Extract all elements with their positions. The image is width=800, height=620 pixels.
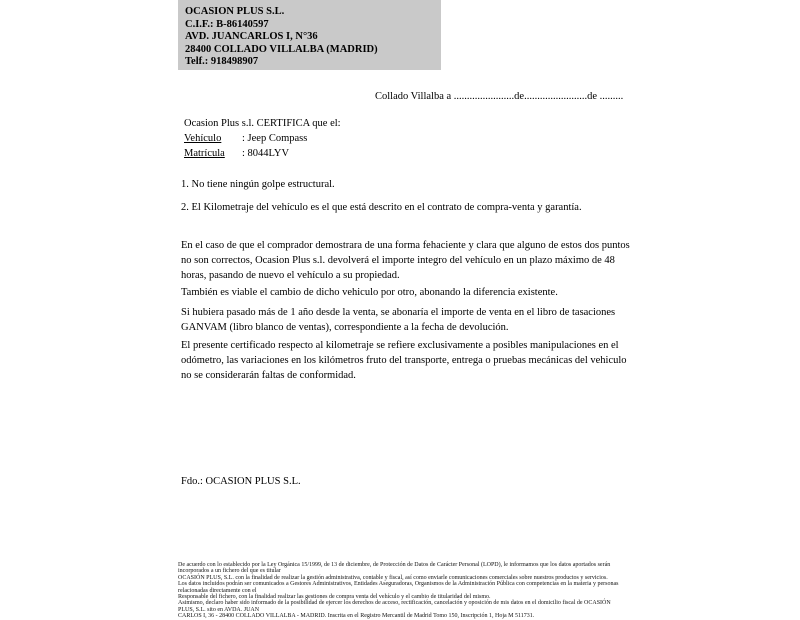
legal-line: CARLOS I, 36 - 28400 COLLADO VILLALBA - MADRID. Inscrita en el Registro Mercantil de Madrid Tomo 150, Inscripción 1, Hoja M 511731.	[178, 613, 535, 620]
vehicle-value: : Jeep Compass	[242, 133, 308, 144]
company-address: AVD. JUANCARLOS I, N°36	[185, 31, 318, 43]
signature-line: Fdo.: OCASION PLUS S.L.	[181, 476, 301, 487]
plate-row	[184, 146, 341, 161]
legal-line: OCASIÓN PLUS, S.L. con la finalidad de realizar la gestión administrativa, contable y fiscal, así como enviarle comunicaciones comerciales sobre nuestros productos y servicios.	[178, 574, 608, 581]
legal-line: Asimismo, declaro haber sido informado de la posibilidad de ejercer los derechos de acceso, rectificación, cancelación y oposición de mis datos en el domicilio fiscal de OCASIÓN PLUS, S.L. sito en AVDA. JUAN	[178, 600, 611, 613]
paragraph-odometer: El presente certificado respecto al kilometraje se refiere exclusivamente a posibles manipulaciones en el odómetro, las variaciones en los kilómetros fruto del transporte, entrega o pruebas mecánicas del vehiculo no se considerarán faltas de conformidad.	[181, 340, 627, 381]
company-city: 28400 COLLADO VILLALBA (MADRID)	[185, 43, 378, 55]
company-cif: C.I.F.: B-86140597	[185, 18, 269, 30]
date-line: Collado Villalba a .......................de........................de .........	[375, 91, 624, 102]
legal-line: Responsable del fichero, con la finalidad realizar las gestiones de compra venta del vehículo y el cambio de titularidad del mismo.	[178, 594, 491, 601]
paragraph-refund: En el caso de que el comprador demostrara de una forma fehaciente y clara que alguno de estos dos puntos no son correctos, Ocasion Plus s.l. devolverá el importe integro del vehículo en un plazo máximo de 48 horas, pasando de nuevo el vehículo a su propiedad.	[181, 240, 630, 281]
certification-block	[184, 116, 341, 161]
point-2: 2. El Kilometraje del vehículo es el que está descrito en el contrato de compra-venta y garantía.	[181, 202, 582, 213]
legal-line: De acuerdo con lo establecido por la Ley Orgánica 15/1999, de 13 de diciembre, de Protección de Datos de Carácter Personal (LOPD), le informamos que los datos aportados serán incorporados a un fichero del que es titular	[178, 562, 611, 575]
letterhead	[178, 0, 441, 70]
plate-value: : 8044LYV	[242, 148, 290, 159]
legal-line: Los datos incluidos podrán ser comunicados a Gestores Administrativos, Entidades Aseguradoras, Organismos de la Administración Pública con competencias en la materia y personas relacionadas directamente con el	[178, 581, 619, 594]
company-phone: Telf.: 918498907	[185, 56, 259, 68]
certifies-line: Ocasion Plus s.l. CERTIFICA que el:	[184, 118, 341, 129]
paragraph-ganvam: Si hubiera pasado más de 1 año desde la venta, se abonaría el importe de venta en el libro de tasaciones GANVAM (libro blanco de ventas), correspondiente a la fecha de devolución.	[181, 307, 616, 333]
points-block	[181, 177, 633, 223]
point-1: 1. No tiene ningún golpe estructural.	[181, 179, 335, 190]
vehicle-label: Vehículo	[184, 133, 222, 144]
legal-notice	[178, 562, 628, 620]
paragraph-exchange: También es viable el cambio de dicho vehiculo por otro, abonando la diferencia existente.	[181, 287, 558, 298]
company-name: OCASION PLUS S.L.	[185, 6, 285, 17]
vehicle-row	[184, 131, 341, 146]
plate-label: Matrícula	[184, 148, 225, 159]
